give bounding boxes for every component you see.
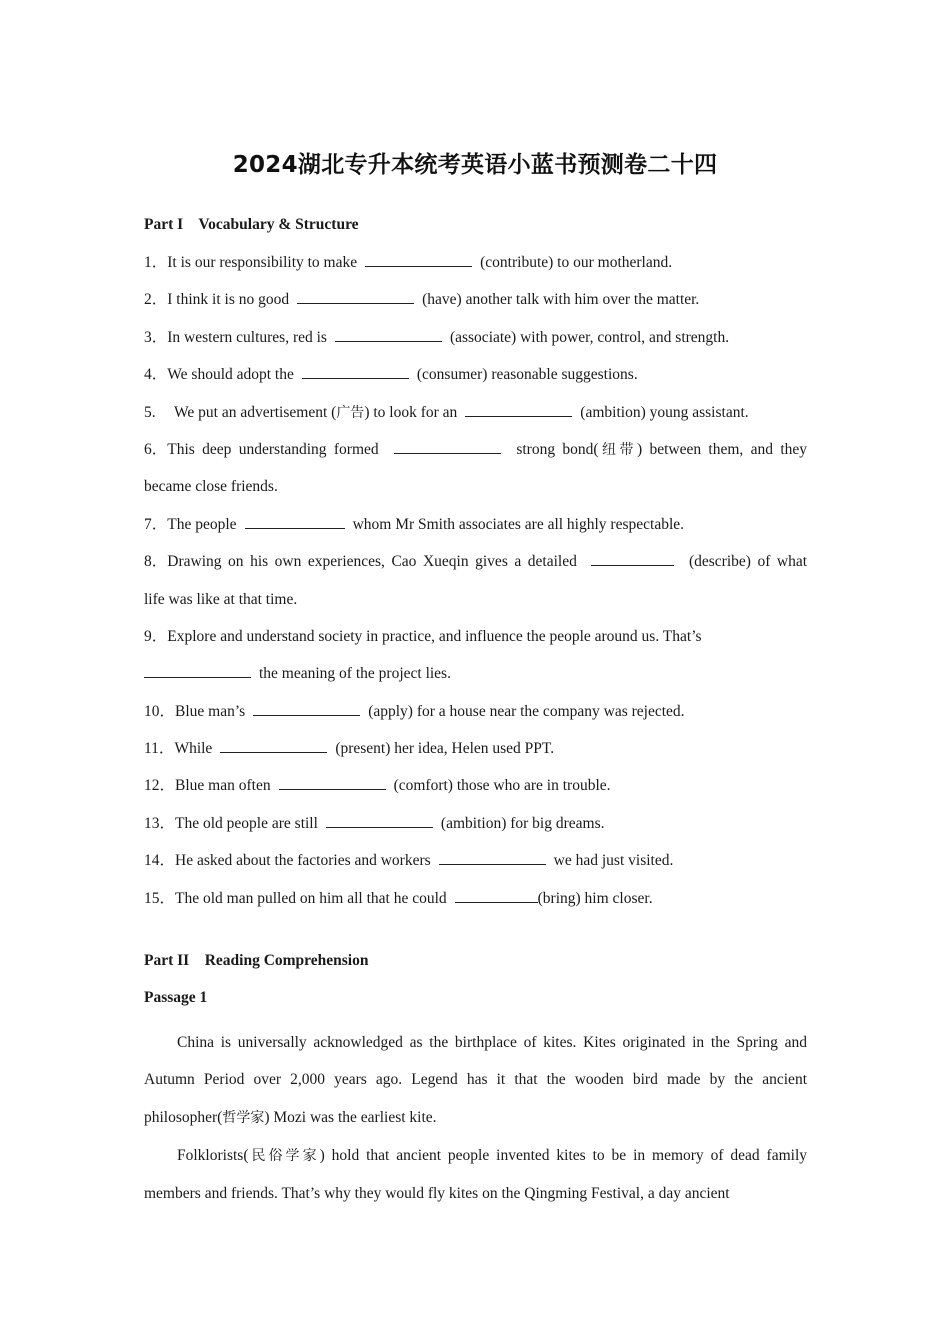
answer-blank-9[interactable]: [144, 663, 251, 678]
question-4: 4．We should adopt the (consumer) reasonable suggestions.: [144, 366, 638, 384]
answer-blank-2[interactable]: [297, 289, 414, 304]
answer-blank-15[interactable]: [455, 888, 538, 903]
answer-blank-8[interactable]: [591, 551, 674, 566]
question-13: 13．The old people are still (ambition) for big dreams.: [144, 814, 605, 832]
question-9: 9．Explore and understand society in practice, and influence the people around us. That’s: [144, 627, 702, 645]
document-body: [144, 213, 807, 1213]
question-12: 12．Blue man often (comfort) those who are in trouble.: [144, 777, 611, 795]
answer-blank-13[interactable]: [326, 813, 433, 828]
question-3: 3．In western cultures, red is (associate) with power, control, and strength.: [144, 328, 730, 346]
question-11: 11．While (present) her idea, Helen used PPT.: [144, 740, 555, 758]
passage-label-row: [144, 986, 807, 1023]
question-8-continued: life was like at that time.: [144, 590, 298, 608]
question-15: 15．The old man pulled on him all that he could (bring) him closer.: [144, 889, 653, 907]
question-5: 5. We put an advertisement (广告) to look for an (ambition) young assistant.: [144, 403, 749, 421]
question-10: 10．Blue man’s (apply) for a house near the company was rejected.: [144, 702, 685, 720]
question-7: 7．The people whom Mr Smith associates are all highly respectable.: [144, 515, 685, 533]
page-title: 2024湖北专升本统考英语小蓝书预测卷二十四: [232, 152, 718, 178]
passage-paragraph-2: Folklorists(民俗学家) hold that ancient people invented kites to be in memory of dead family members and friends. That’s why they would fly kites on the Qingming Festival, a day ancient: [144, 1147, 808, 1203]
answer-blank-6[interactable]: [394, 439, 501, 454]
question-8: 8．Drawing on his own experiences, Cao Xueqin gives a detailed (describe) of what: [144, 553, 808, 571]
answer-blank-4[interactable]: [302, 364, 409, 379]
question-6: 6．This deep understanding formed strong bond(纽带) between them, and they: [144, 440, 808, 458]
answer-blank-5[interactable]: [465, 402, 572, 417]
part1-heading: Part I Vocabulary & Structure: [144, 216, 359, 233]
passage-label: Passage 1: [144, 989, 208, 1007]
answer-blank-11[interactable]: [220, 738, 327, 753]
answer-blank-10[interactable]: [253, 701, 360, 716]
question-9-continued: the meaning of the project lies.: [144, 662, 807, 699]
question-6-continued: became close friends.: [144, 478, 278, 496]
question-1: 1．It is our responsibility to make (contribute) to our motherland.: [144, 254, 673, 271]
answer-blank-14[interactable]: [439, 850, 546, 865]
answer-blank-7[interactable]: [245, 514, 345, 529]
question-2: 2．I think it is no good (have) another talk with him over the matter.: [144, 291, 700, 309]
answer-blank-12[interactable]: [279, 775, 386, 790]
question-14: 14．He asked about the factories and workers we had just visited.: [144, 852, 674, 870]
passage-paragraph-1: China is universally acknowledged as the birthplace of kites. Kites originated in the Spring and Autumn Period over 2,000 years ago. Legend has it that the wooden bird made by the ancient philosopher(哲学家) Mozi was the earliest kite.: [144, 1033, 807, 1126]
part2-heading-row: [144, 949, 807, 986]
answer-blank-3[interactable]: [335, 327, 442, 342]
part2-heading: Part II Reading Comprehension: [144, 952, 369, 970]
answer-blank-1[interactable]: [365, 252, 472, 267]
